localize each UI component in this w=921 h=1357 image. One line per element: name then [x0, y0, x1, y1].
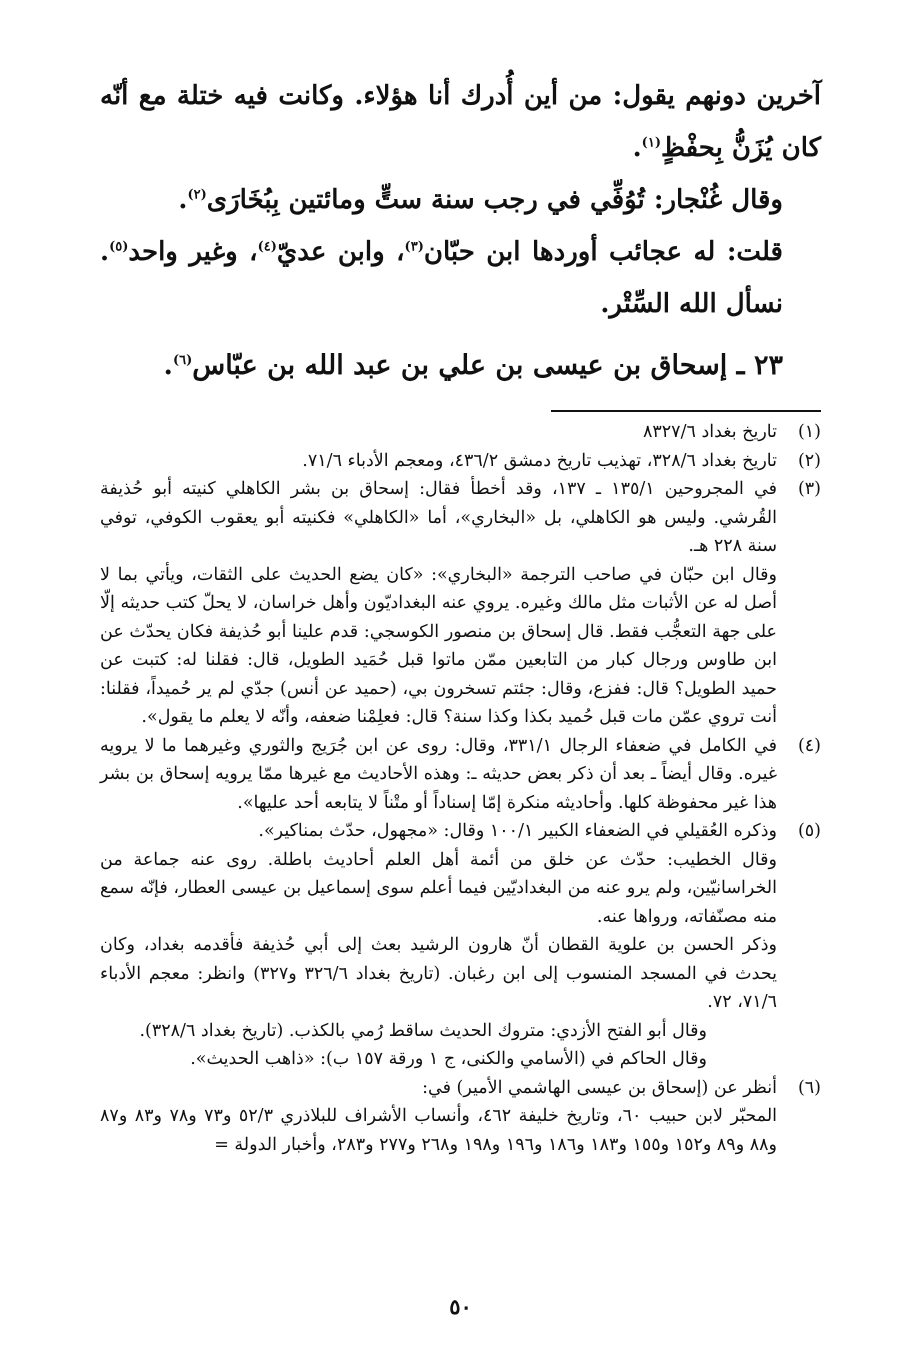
footnote-ref[interactable]: (٤) [257, 239, 277, 255]
footnote-paragraph: وقال الخطيب: حدّث عن خلق من أئمة أهل العلم أحاديث باطلة. روى عنه جماعة من الخراسانيّين، ولم يرو عنه من البغداديّين فيما أعلم سوى إسماعيل بن عيسى العطار، فإنّه سمع منه مصنّفاته، ورواها عنه. [100, 849, 777, 927]
paragraph-2: وقال غُنْجار: تُوُفِّي في رجب سنة ستٍّ ومائتين بِبُخَارَى$^{(٢)}$. [178, 185, 783, 215]
footnote-paragraph: في المجروحين ١٣٥/١ ـ ١٣٧، وقد أخطأ فقال: إسحاق بن بشر الكاهلي كنيته أبو حُذيفة القُرشي. وليس هو الكاهلي، بل «البخاري»، أما «الكاهلي» فكنيته أبو يعقوب الكوفي، توفي سنة ٢٢٨ هـ. [100, 479, 777, 556]
footnote-paragraph: وقال أبو الفتح الأزدي: متروك الحديث ساقط رُمي بالكذب. (تاريخ بغداد ٣٢٨/٦). [139, 1020, 707, 1041]
main-text [100, 70, 821, 330]
footnote-number: (١) [797, 422, 821, 442]
footnote-body [100, 732, 777, 818]
footnote-number: (٤) [797, 735, 821, 756]
footnotes [100, 418, 821, 1159]
footnote-number: (٥) [797, 821, 821, 841]
footnote-item [100, 447, 821, 476]
footnote-ref[interactable]: (٥) [109, 239, 129, 255]
footnote-paragraph: وذكره العُقيلي في الضعفاء الكبير ١٠٠/١ وقال: «مجهول، حدّث بمناكير». [258, 821, 777, 841]
footnote-paragraph: المحبّر لابن حبيب ٦٠، وتاريخ خليفة ٤٦٢، وأنساب الأشراف للبلاذري ٥٢/٣ و٧٣ و٧٨ و٨٣ و٨٧ و٨٨ و٨٩ و١٥٢ و١٥٥ و١٨٣ و١٨٦ و١٩٦ و١٩٨ و٢٦٨ و٢٧٧ و٢٨٣، وأخبار الدولة = [100, 1106, 778, 1155]
footnote-item [100, 732, 821, 818]
footnote-item [100, 475, 821, 732]
footnote-body [100, 1074, 777, 1160]
footnote-paragraph: تاريخ بغداد ٣٢٨/٦، تهذيب تاريخ دمشق ٤٣٦/٢، ومعجم الأدباء ٧١/٦. [302, 450, 777, 471]
footnote-ref[interactable]: (٢) [187, 187, 207, 203]
footnote-paragraph: وذكر الحسن بن علوية القطان أنّ هارون الرشيد بعث إلى أبي حُذيفة فأقدمه بغداد، وكان يحدث في المسجد المنسوب إلى ابن رغبان. (تاريخ بغداد ٣٢٦/٦ و٣٢٧) وانظر: معجم الأدباء ٧١/٦، ٧٢. [100, 935, 778, 1012]
footnote-divider [551, 410, 821, 412]
footnote-item [100, 1074, 821, 1160]
footnote-body [100, 418, 777, 447]
footnote-body [100, 475, 777, 732]
footnote-number: (٢) [797, 450, 821, 471]
footnote-body [100, 817, 777, 1074]
footnote-number: (٣) [797, 479, 821, 499]
footnote-number: (٦) [797, 1077, 821, 1098]
paragraph-1: آخرين دونهم يقول: من أين أُدرك أنا هؤلاء. وكانت فيه ختلة مع أنّه كان يُزَنُّ بِحفْظٍ$^{(١)}$. [100, 81, 821, 163]
page-number: ٥٠ [449, 1294, 472, 1319]
footnote-paragraph: وقال ابن حبّان في صاحب الترجمة «البخاري»: «كان يضع الحديث على الثقات، ويأتي بما لا أصل له عن الأثبات مثل مالك وغيره. يروي عنه البغداديّون وأهل خراسان، لا يحلّ كتب حديثه إلّا على جهة التعجُّب فقط. قال إسحاق بن منصور الكوسجي: قدم علينا أبو حُذيفة فكان يحدّث عن ابن طاوس ورجال كبار من التابعين ممّن ماتوا قبل حُمَيد الطويل، قال: فقلنا له: كتبت عن حميد الطويل؟ قال: ففزع، وقال: جئتم تسخرون بي، (حميد عن أنس) جدّي لم ير حُميداً، فقلنا: أنت تروي عمّن مات قبل حُميد بكذا وكذا سنة؟ قال: فعلِمْنا ضعفه، وأنّه لا يعلم ما يقول». [100, 564, 777, 727]
footnote-paragraph: تاريخ بغداد ٨٣٢٧/٦ [642, 422, 777, 442]
paragraph-3: قلت: له عجائب أوردها ابن حبّان$^{(٣)}$، وابن عديّ$^{(٤)}$، وغير واحد$^{(٥)}$. نسأل الله السِّتْر. [100, 237, 783, 319]
entry-heading: ٢٣ ـ إسحاق بن عيسى بن علي بن عبد الله بن عبّاس$^{(٦)}$. [163, 350, 783, 381]
footnote-ref[interactable]: (٣) [404, 239, 424, 255]
footnote-item [100, 817, 821, 1074]
footnote-paragraph: في الكامل في ضعفاء الرجال ٣٣١/١، وقال: روى عن ابن جُرَيج والثوري وغيرهما ما لا يرويه غيره. وقال أيضاً ـ بعد أن ذكر بعض حديثه ـ: وهذه الأحاديث مع غيرها ممّا يرويه إسحاق بن بشر هذا غير محفوظة كلها. وأحاديثه منكرة إمّا إسناداً أو متْناً لا يتابعه أحد عليها». [100, 735, 777, 813]
page [100, 70, 821, 1357]
footnote-paragraph: وقال الحاكم في (الأسامي والكنى، ج ١ ورقة ١٥٧ ب): «ذاهب الحديث». [190, 1049, 707, 1069]
footnote-paragraph: أنظر عن (إسحاق بن عيسى الهاشمي الأمير) في: [422, 1077, 777, 1098]
footnote-ref[interactable]: (١) [641, 135, 661, 151]
footnote-item [100, 418, 821, 447]
footnote-body [100, 447, 777, 476]
footnote-ref[interactable]: (٦) [172, 353, 193, 368]
